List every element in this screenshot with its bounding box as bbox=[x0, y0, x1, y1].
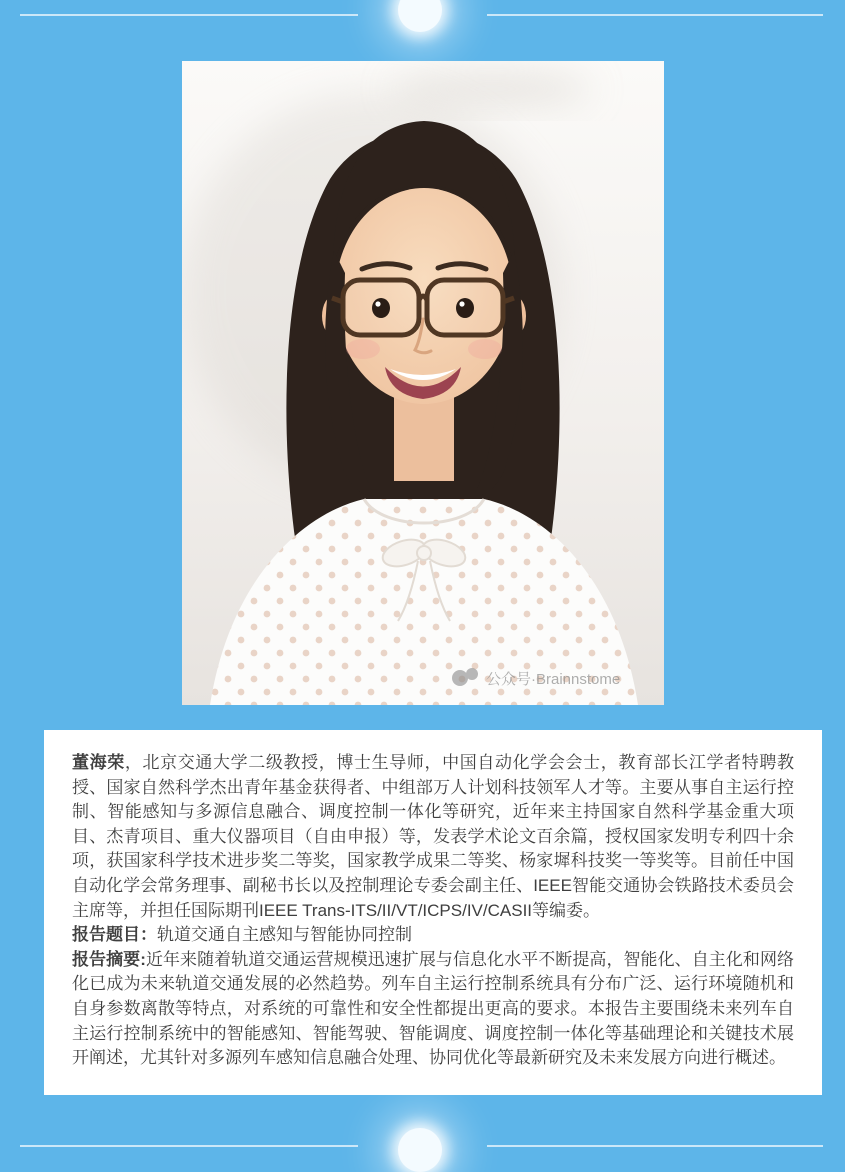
blush-left bbox=[346, 339, 380, 359]
glow-circle-bottom bbox=[398, 1128, 442, 1172]
eye-right bbox=[456, 298, 474, 318]
speaker-bio-text: ，北京交通大学二级教授，博士生导师，中国自动化学会会士，教育部长江学者特聘教授、国家自然科学杰出青年基金获得者、中组部万人计划科技领军人才等。主要从事自主运行控制、智能感知与多源信息融合、调度控制一体化等研究，近年来主持国家自然科学基金重大项目、杰青项目、重大仪器项目（自由申报）等，发表学术论文百余篇，授权国家发明专利四十余项，获国家科学技术进步奖二等奖，国家教学成果二等奖、杨家墀科技奖一等奖等。目前任中国自动化学会常务理事、副秘书长以及控制理论专委会副主任、IEEE智能交通协会铁路技术委员会主席等，并担任国际期刊IEEE Trans-ITS/II/VT/ICPS/IV/CASII等编委。 bbox=[72, 753, 794, 920]
blush-right bbox=[468, 339, 502, 359]
divider-line-top-right bbox=[487, 14, 823, 16]
portrait-illustration bbox=[182, 61, 664, 705]
divider-line-bottom-right bbox=[487, 1145, 823, 1147]
eye-highlight-right bbox=[459, 301, 464, 306]
eye-highlight-left bbox=[375, 301, 380, 306]
report-abstract-text: 近年来随着轨道交通运营规模迅速扩展与信息化水平不断提高，智能化、自主化和网络化已成为未来轨道交通发展的必然趋势。列车自主运行控制系统具有分布广泛、运行环境随机和自身参数离散等特点，对系统的可靠性和安全性都提出更高的要求。本报告主要围绕未来列车自主运行控制系统中的智能感知、智能驾驶、智能调度、调度控制一体化等基础理论和关键技术展开阐述，尤其针对多源列车感知信息融合处理、协同优化等最新研究及未来发展方向进行概述。 bbox=[72, 949, 794, 1068]
speaker-bio-paragraph bbox=[72, 751, 794, 923]
divider-line-top-left bbox=[20, 14, 358, 16]
report-abstract-paragraph bbox=[72, 948, 794, 1071]
speaker-name: 董海荣 bbox=[72, 753, 125, 772]
eye-left bbox=[372, 298, 390, 318]
report-abstract-label: 报告摘要: bbox=[72, 949, 146, 969]
speaker-portrait-photo bbox=[182, 61, 664, 705]
speaker-info-card bbox=[44, 730, 822, 1095]
report-title-value: 轨道交通自主感知与智能协同控制 bbox=[157, 925, 412, 945]
report-title-label: 报告题目： bbox=[72, 925, 157, 945]
report-title-line bbox=[72, 923, 794, 948]
watermark-text: 公众号·Brainnstome bbox=[486, 671, 621, 688]
divider-line-bottom-left bbox=[20, 1145, 358, 1147]
glow-circle-top bbox=[398, 0, 442, 32]
